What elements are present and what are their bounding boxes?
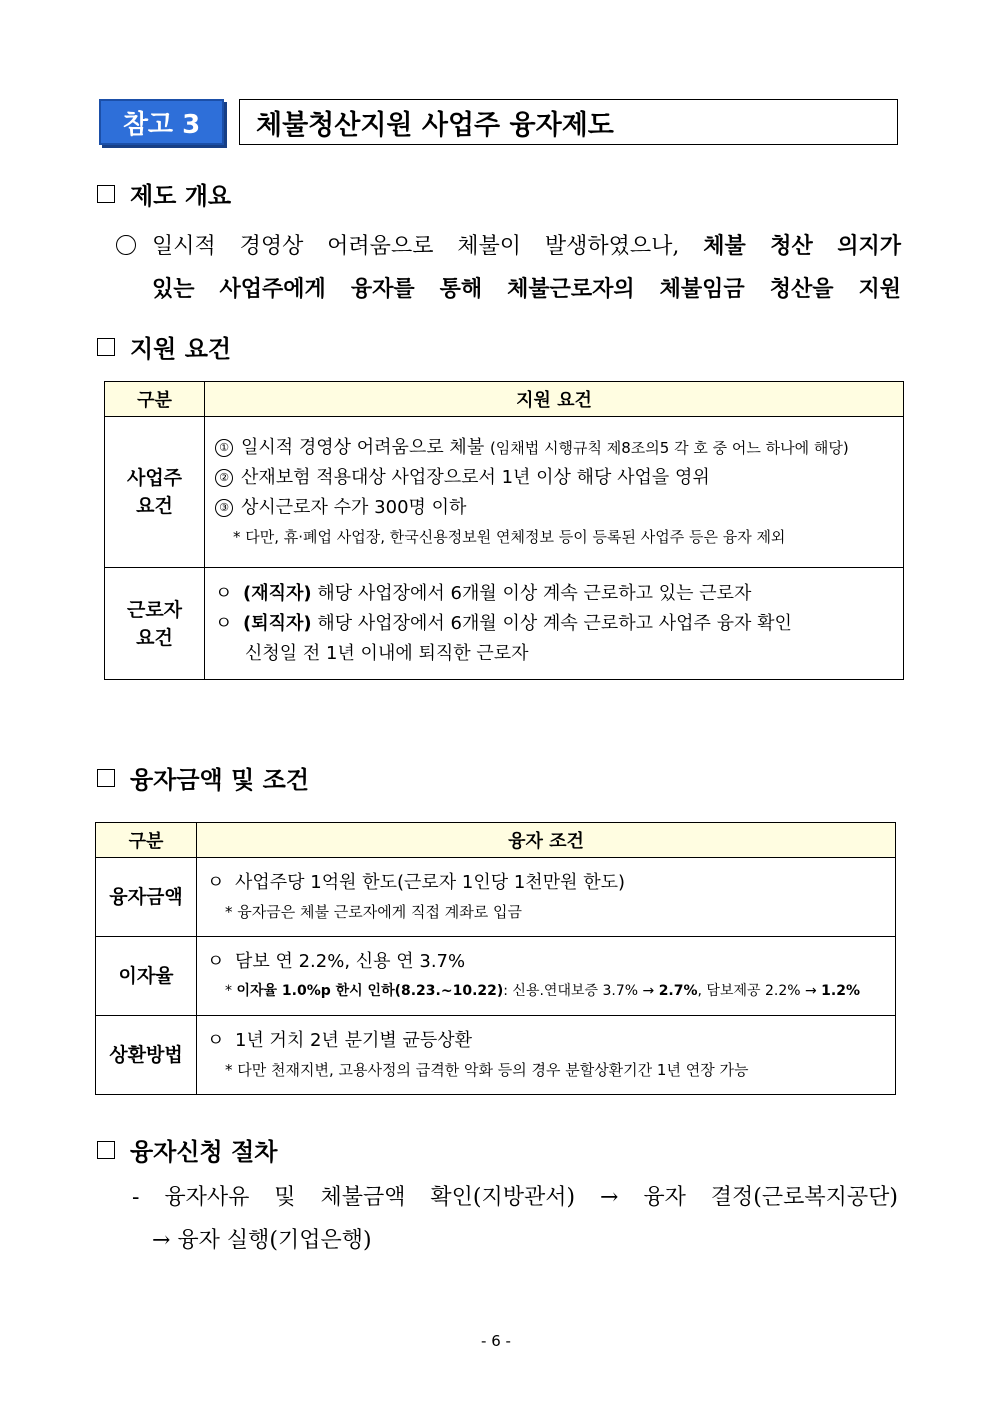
overview-line-2: [116, 268, 901, 311]
list-item: [207, 1026, 885, 1056]
note-text-part: , 담보제공 2.2% →: [697, 983, 822, 999]
worker-label: [105, 568, 205, 680]
table-row-employer: [105, 417, 904, 568]
page-title-text: 체불청산지원 사업주 융자제도: [256, 109, 614, 141]
section-heading-text: 제도 개요: [130, 182, 232, 210]
checkbox-square-icon: [97, 1141, 115, 1159]
bullet-icon: ㅇ: [215, 612, 233, 634]
label-line: 요건: [136, 626, 173, 649]
requirements-table: [104, 381, 904, 680]
label-line: 요건: [136, 495, 173, 517]
table-row: [96, 858, 896, 937]
employer-label: [105, 417, 205, 568]
table-header-row: [96, 823, 896, 858]
note-text: * 융자금은 체불 근로자에게 직접 계좌로 입금: [225, 903, 522, 921]
loan-conditions-table: [95, 822, 896, 1095]
bullet-icon: ㅇ: [207, 951, 225, 972]
item-text: 상시근로자 수가 300명 이하: [241, 497, 467, 518]
note-star: *: [225, 983, 237, 999]
bullet-icon: ㅇ: [207, 872, 225, 893]
procedure-paragraph: [132, 1176, 898, 1262]
reference-badge: 참고 3: [99, 99, 224, 145]
section-heading-loan: [97, 760, 309, 795]
row-content: [197, 937, 896, 1016]
note-bold: 1.2%: [821, 983, 860, 999]
item-bold-text: (퇴직자): [243, 612, 312, 634]
overview-paragraph: [116, 225, 901, 311]
row-content: [197, 858, 896, 937]
row-label: 융자금액: [96, 858, 197, 937]
note-text: * 다만, 휴·폐업 사업장, 한국신용정보원 연체정보 등이 등록된 사업주 등은 융자 제외: [233, 528, 786, 546]
checkbox-square-icon: [97, 185, 115, 203]
item-text: 사업주당 1억원 한도(근로자 1인당 1천만원 한도): [235, 872, 625, 893]
label-line: 사업주: [126, 467, 183, 489]
overview-line-1: [116, 225, 901, 268]
overview-bold-text: 체불 청산 의지가: [703, 234, 901, 259]
list-item: [215, 579, 893, 609]
overview-bold-text-2: 있는 사업주에게 융자를 통해 체불근로자의 체불임금 청산을 지원: [152, 277, 901, 302]
circled-number-icon: ③: [215, 499, 233, 517]
header-category: 구분: [96, 823, 197, 858]
item-text: 해당 사업장에서 6개월 이상 계속 근로하고 사업주 융자 확인: [311, 612, 792, 634]
note-text-part: : 신용.연대보증 3.7% →: [503, 983, 659, 999]
note-bold: 2.7%: [658, 983, 698, 999]
section-heading-text: 융자신청 절차: [130, 1138, 278, 1166]
circled-number-icon: ①: [215, 439, 233, 457]
item-text: 일시적 경영상 어려움으로 체불: [241, 437, 490, 458]
item-text: 해당 사업장에서 6개월 이상 계속 근로하고 있는 근로자: [311, 582, 752, 604]
item-text: 담보 연 2.2%, 신용 연 3.7%: [235, 951, 466, 972]
table-row-worker: [105, 568, 904, 680]
list-item: [215, 463, 893, 493]
section-heading-text: 융자금액 및 조건: [130, 766, 309, 794]
item-text: 산재보험 적용대상 사업장으로서 1년 이상 해당 사업을 영위: [241, 467, 710, 488]
bullet-icon: ㅇ: [207, 1030, 225, 1051]
row-content: [197, 1016, 896, 1095]
procedure-line-1: - 융자사유 및 체불금액 확인(지방관서) → 융자 결정(근로복지공단): [132, 1185, 898, 1210]
note-text: * 다만 천재지변, 고용사정의 급격한 악화 등의 경우 분할상환기간 1년 연장 가능: [225, 1061, 749, 1079]
item-text: 1년 거치 2년 분기별 균등상환: [235, 1030, 473, 1051]
circled-number-icon: ②: [215, 469, 233, 487]
table-row: [96, 1016, 896, 1095]
item-small-text: (임채법 시행규칙 제8조의5 각 호 중 어느 하나에 해당): [489, 439, 849, 457]
checkbox-square-icon: [97, 769, 115, 787]
note-text: [207, 977, 885, 1005]
list-item: [215, 609, 893, 639]
section-heading-overview: [97, 176, 231, 211]
table-row: [96, 937, 896, 1016]
checkbox-square-icon: [97, 338, 115, 356]
header-conditions: 융자 조건: [197, 823, 896, 858]
list-item: [215, 493, 893, 523]
overview-text: 일시적 경영상 어려움으로 체불이 발생하였으나,: [152, 234, 704, 259]
page-number: - 6 -: [481, 1332, 511, 1350]
section-heading-text: 지원 요건: [130, 335, 232, 363]
note-bold: 이자율 1.0%p 한시 인하(8.23.~10.22): [236, 983, 504, 999]
circle-bullet-icon: [116, 235, 136, 255]
table-header-row: [105, 382, 904, 417]
header-requirements: 지원 요건: [205, 382, 904, 417]
bullet-icon: ㅇ: [215, 582, 233, 604]
item-bold-text: (재직자): [243, 582, 312, 604]
list-item: [207, 868, 885, 898]
list-item: [207, 947, 885, 977]
procedure-line-2: → 융자 실행(기업은행): [152, 1228, 372, 1253]
worker-requirements: [205, 568, 904, 680]
list-item-continuation: 신청일 전 1년 이내에 퇴직한 근로자: [245, 642, 529, 664]
row-label: 이자율: [96, 937, 197, 1016]
row-label: 상환방법: [96, 1016, 197, 1095]
header-category: 구분: [105, 382, 205, 417]
page-title: [239, 99, 898, 145]
section-heading-requirements: [97, 329, 231, 364]
section-heading-procedure: [97, 1132, 277, 1167]
employer-requirements: [205, 417, 904, 568]
list-item: [215, 433, 893, 463]
label-line: 근로자: [126, 598, 183, 621]
